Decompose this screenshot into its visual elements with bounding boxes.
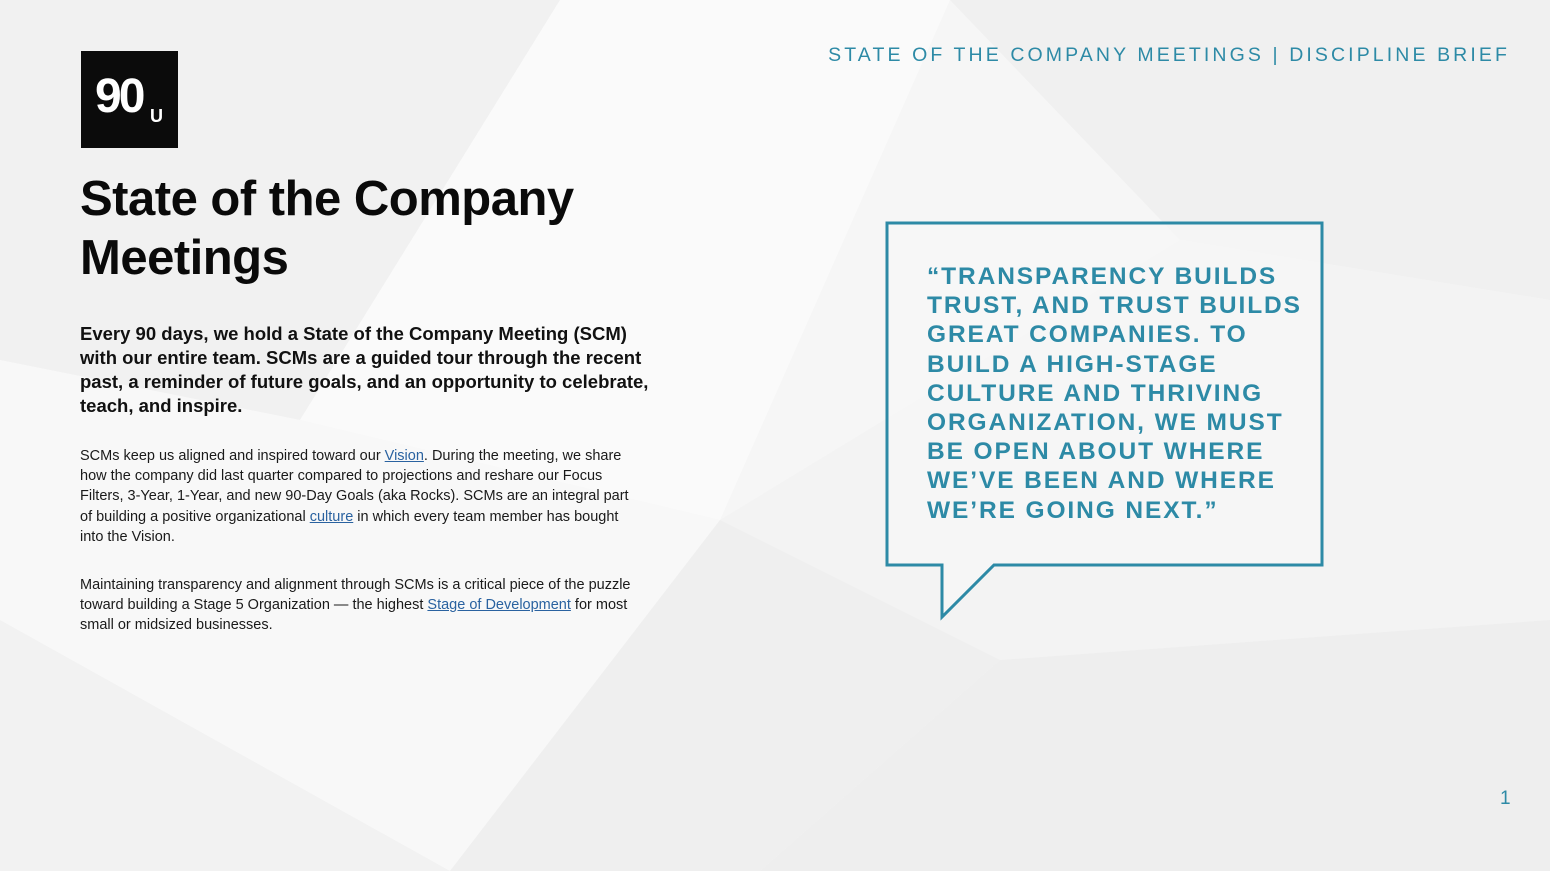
paragraph-text: for most small or midsized businesses.	[80, 597, 628, 634]
paragraph-text: . During the meeting, we share how the company did last quarter compared to projections and reshare our Focus Filters, 3-Year, 1-Year, and new 90-Day Goals (aka Rocks). SCMs are an integral part of building a positive organizational	[80, 448, 629, 525]
pull-quote: “TRANSPARENCY BUILDS TRUST, AND TRUST BUILDS GREAT COMPANIES. TO BUILD A HIGH-STAGE CULTURE AND THRIVING ORGANIZATION, WE MUST BE OPEN ABOUT WHERE WE’VE BEEN AND WHERE WE’RE GOING NEXT.”	[927, 263, 1302, 524]
body-paragraph-1	[80, 446, 640, 547]
page-number: 1	[1500, 788, 1511, 809]
logo-sub-text: U	[150, 106, 163, 126]
logo-main-text: 90	[95, 70, 143, 123]
lead-paragraph: Every 90 days, we hold a State of the Company Meeting (SCM) with our entire team. SCMs are a guided tour through the recent past, a reminder of future goals, and an opportunity to celebrate, teach, and inspire.	[80, 323, 649, 416]
body-paragraph-2	[80, 575, 640, 636]
vision-link[interactable]: Vision	[384, 448, 424, 464]
stage-of-development-link[interactable]: Stage of Development	[427, 597, 571, 614]
company-logo	[81, 51, 178, 148]
paragraph-text: Maintaining transparency and alignment through SCMs is a critical piece of the puzzle toward building a Stage 5 Organization — the highest	[80, 577, 631, 614]
paragraph-text: in which every team member has bought into the Vision.	[80, 508, 619, 545]
paragraph-text: SCMs keep us aligned and inspired toward our	[80, 448, 385, 464]
header-title: STATE OF THE COMPANY MEETINGS | DISCIPLINE BRIEF	[828, 44, 1510, 66]
page-title: State of the Company Meetings	[80, 172, 574, 285]
culture-link[interactable]: culture	[309, 508, 354, 525]
